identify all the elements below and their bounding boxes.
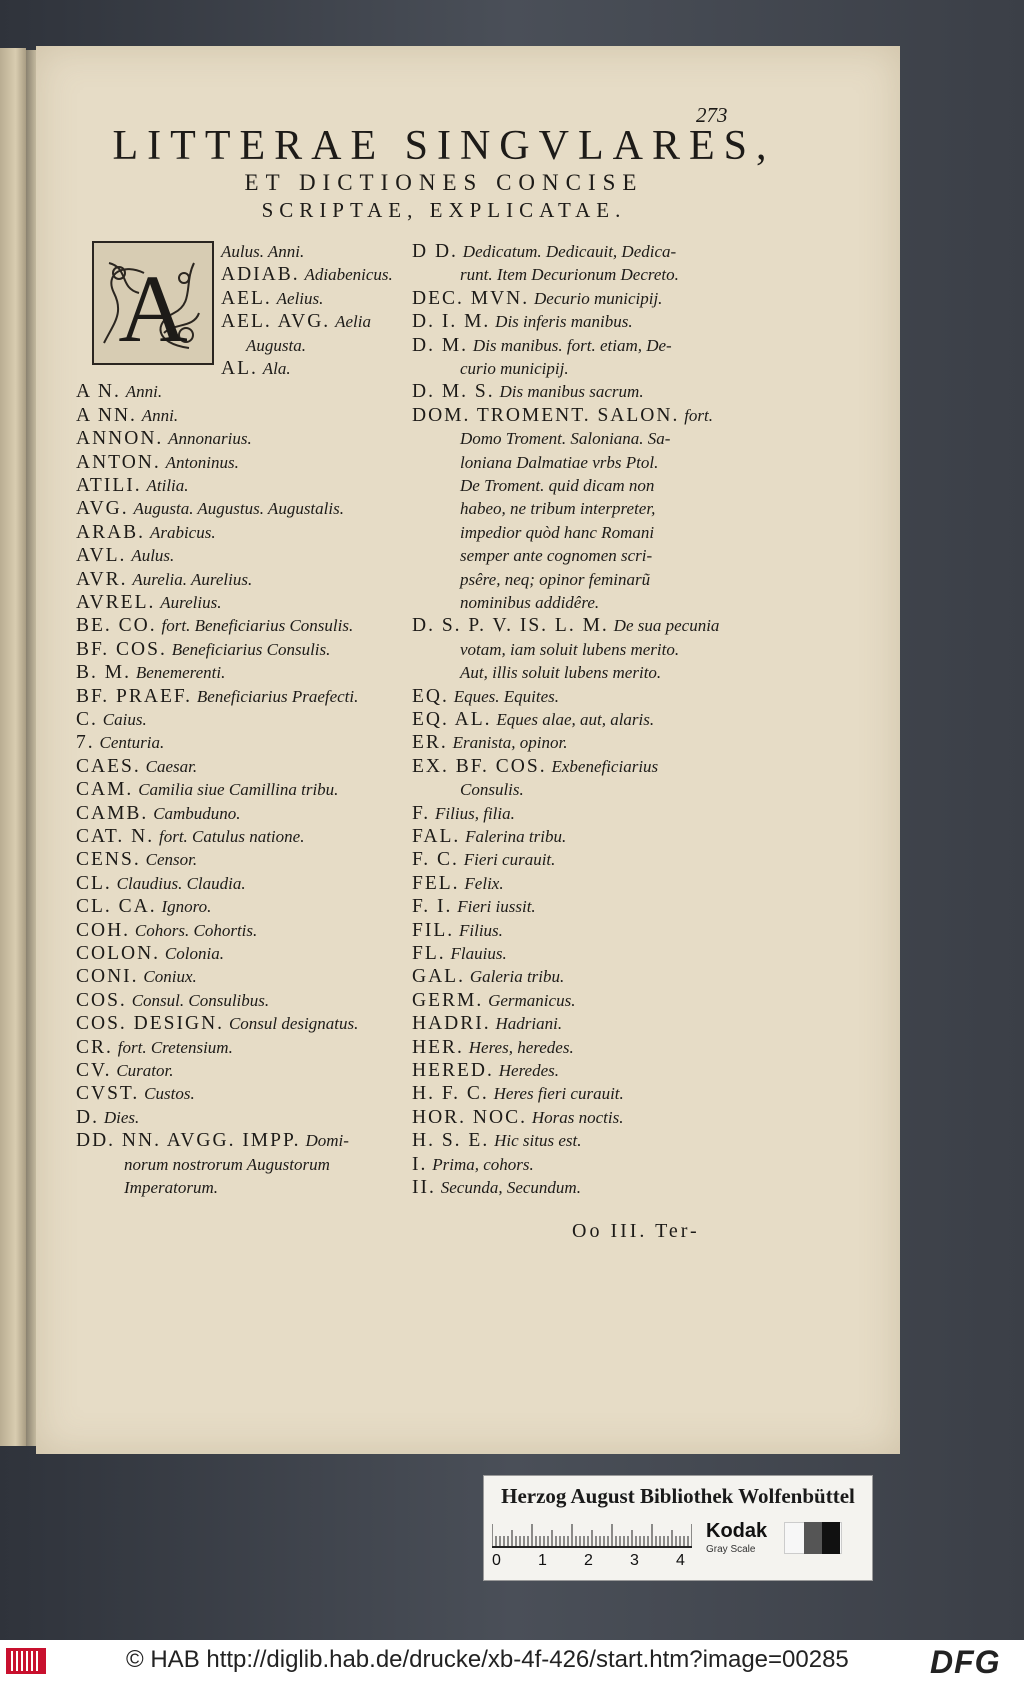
expansion: Filius, filia.: [435, 803, 515, 823]
list-item: [412, 1106, 623, 1129]
list-item: [412, 919, 503, 942]
expansion: Consul designatus.: [228, 1014, 359, 1034]
expansion: Filius.: [459, 920, 503, 940]
abbreviation: ATILI.: [76, 475, 142, 496]
list-item: [412, 1036, 574, 1059]
abbreviation: GERM.: [412, 989, 484, 1011]
list-item: [412, 404, 713, 427]
expansion: Hic situs est.: [494, 1131, 582, 1151]
list-item: [124, 1153, 330, 1176]
abbreviation: I.: [412, 1153, 428, 1175]
abbreviation: CR.: [76, 1036, 113, 1058]
expansion: Anni.: [141, 405, 179, 425]
list-item: [412, 240, 676, 263]
list-item: [460, 568, 650, 591]
list-item: [412, 825, 566, 848]
list-item: [76, 731, 164, 754]
abbreviation: CL. CA.: [76, 896, 157, 918]
list-item: [460, 263, 679, 286]
list-item: [221, 287, 323, 310]
list-item: [412, 1082, 624, 1105]
abbreviation: C.: [76, 709, 98, 730]
list-item: [412, 731, 567, 754]
expansion: Coniux.: [143, 967, 197, 987]
abbreviation: ADIAB.: [221, 264, 300, 286]
expansion: Eques alae, aut, alaris.: [496, 710, 655, 729]
expansion: De sua pecunia: [613, 616, 720, 636]
abbreviation: EQ. AL.: [412, 709, 492, 730]
list-item: [76, 919, 257, 942]
expansion: Domo Troment. Saloniana. Sa-: [460, 429, 671, 449]
gray-swatch-mid: [804, 1522, 822, 1554]
expansion: Imperatorum.: [124, 1178, 218, 1197]
ruler-label: 0: [492, 1552, 501, 1569]
list-item: [76, 404, 178, 427]
abbreviation: BF. PRAEF.: [76, 685, 193, 707]
abbreviation: HERED.: [412, 1060, 494, 1081]
source-url[interactable]: © HAB http://diglib.hab.de/drucke/xb-4f-426/start.htm?image=00285: [126, 1646, 849, 1673]
expansion: Dis inferis manibus.: [495, 312, 633, 332]
abbreviation: EX. BF. COS.: [412, 755, 547, 777]
list-item: [76, 778, 338, 801]
abbreviation: ANNON.: [76, 428, 164, 450]
list-item: [76, 685, 358, 708]
list-item: [221, 240, 304, 263]
expansion: Aelia: [335, 312, 371, 332]
list-item: [412, 802, 515, 825]
list-item: [124, 1176, 218, 1199]
footer-bar: [0, 1640, 1024, 1682]
abbreviation: CAT. N.: [76, 826, 155, 847]
abbreviation: COH.: [76, 919, 131, 941]
abbreviation: D. I. M.: [412, 311, 491, 333]
list-item: [76, 451, 239, 474]
list-item: [460, 661, 661, 684]
ruler-label: 1: [538, 1552, 547, 1569]
svg-text:A: A: [118, 255, 188, 362]
abbreviation: B. M.: [76, 662, 131, 684]
ruler-label: 2: [584, 1552, 593, 1569]
expansion: fort. Cretensium.: [117, 1037, 233, 1057]
list-item: [412, 310, 633, 333]
abbreviation: GAL.: [412, 966, 465, 988]
expansion: Fieri curauit.: [463, 850, 556, 870]
expansion: Prima, cohors.: [432, 1154, 534, 1174]
list-item: [76, 825, 304, 848]
list-item: [76, 708, 147, 731]
abbreviation: II.: [412, 1177, 436, 1198]
list-item: [221, 357, 291, 380]
abbreviation: CAES.: [76, 755, 141, 777]
abbreviation: AEL.: [221, 287, 272, 309]
expansion: Beneficiarius Praefecti.: [196, 686, 359, 706]
list-item: [76, 614, 353, 637]
list-item: [460, 544, 652, 567]
expansion: habeo, ne tribum interpreter,: [460, 499, 656, 519]
expansion: Centuria.: [99, 733, 165, 753]
list-item: [412, 942, 507, 965]
expansion: De Troment. quid dicam non: [460, 476, 655, 495]
abbreviation: 7.: [76, 732, 95, 754]
list-item: [412, 848, 555, 871]
expansion: Caesar.: [145, 756, 198, 776]
expansion: Camilia siue Camillina tribu.: [138, 780, 339, 800]
list-item: [76, 544, 174, 567]
abbreviation: DD. NN. AVGG. IMPP.: [76, 1130, 301, 1152]
expansion: Heres fieri curauit.: [493, 1084, 624, 1104]
list-item: [412, 1059, 559, 1082]
expansion: Cambuduno.: [153, 803, 241, 823]
list-item: [221, 310, 371, 333]
expansion: Dis manibus. fort. etiam, De-: [472, 335, 672, 355]
list-item: [76, 1106, 139, 1129]
list-item: [76, 497, 344, 520]
expansion: Benemerenti.: [135, 663, 226, 683]
expansion: Annonarius.: [168, 429, 252, 449]
abbreviation: FIL.: [412, 919, 455, 941]
expansion: Curator.: [116, 1061, 174, 1080]
list-item: [412, 287, 662, 310]
expansion: Adiabenicus.: [304, 265, 393, 285]
abbreviation: D. S. P. V. IS. L. M.: [412, 615, 609, 637]
abbreviation: CENS.: [76, 849, 141, 871]
decorated-initial: [92, 241, 214, 365]
page-number: 273: [696, 103, 728, 127]
expansion: Aurelius.: [160, 593, 222, 612]
list-item: [221, 263, 393, 286]
abbreviation: AVREL.: [76, 592, 156, 613]
expansion: Secunda, Secundum.: [440, 1178, 581, 1197]
page-subtitle-2: SCRIPTAE, EXPLICATAE.: [261, 198, 627, 222]
expansion: Aelius.: [276, 288, 324, 308]
expansion: Felix.: [464, 873, 504, 893]
expansion: loniana Dalmatiae vrbs Ptol.: [460, 452, 659, 472]
list-item: [460, 591, 599, 614]
abbreviation: H. F. C.: [412, 1083, 489, 1105]
list-item: [412, 1129, 581, 1152]
page-subtitle: ET DICTIONES CONCISE: [244, 170, 644, 195]
abbreviation: ER.: [412, 732, 448, 754]
expansion: psêre, neq; opinor feminarũ: [460, 569, 651, 589]
abbreviation: CAMB.: [76, 802, 149, 824]
list-item: [412, 895, 536, 918]
abbreviation: F. I.: [412, 896, 453, 918]
expansion: Beneficiarius Consulis.: [171, 639, 331, 659]
abbreviation: AVR.: [76, 568, 128, 590]
list-item: [460, 474, 654, 497]
list-item: [76, 380, 162, 403]
expansion: Ignoro.: [161, 897, 212, 917]
list-item: [246, 334, 306, 357]
expansion: Falerina tribu.: [465, 827, 567, 846]
list-item: [76, 848, 197, 871]
list-item: [76, 474, 189, 497]
list-item: [412, 614, 719, 637]
library-name: Herzog August Bibliothek Wolfenbüttel: [501, 1484, 855, 1508]
abbreviation: FAL.: [412, 826, 461, 847]
expansion: Dis manibus sacrum.: [499, 382, 644, 402]
expansion: Eques. Equites.: [453, 686, 560, 706]
abbreviation: FL.: [412, 943, 446, 964]
expansion: Consulis.: [460, 780, 524, 800]
list-item: [460, 451, 658, 474]
abbreviation: COS. DESIGN.: [76, 1013, 225, 1035]
abbreviation: D. M. S.: [412, 381, 495, 403]
kodak-brand: Kodak: [706, 1520, 768, 1542]
expansion: Fieri iussit.: [457, 897, 536, 917]
abbreviation: BE. CO.: [76, 615, 157, 637]
ruler-label: 3: [630, 1552, 639, 1569]
gray-scale-label: Gray Scale: [706, 1544, 756, 1555]
catchword: Oo III. Ter-: [572, 1220, 700, 1242]
list-item: [412, 708, 654, 731]
list-item: [460, 638, 679, 661]
list-item: [412, 755, 658, 778]
list-item: [76, 802, 241, 825]
abbreviation: COLON.: [76, 943, 161, 964]
expansion: Augusta.: [246, 335, 306, 355]
expansion: Aurelia. Aurelius.: [132, 569, 253, 589]
list-item: [412, 1176, 581, 1199]
list-item: [76, 661, 225, 684]
list-item: [76, 1082, 195, 1105]
list-item: [412, 380, 644, 403]
ruler-label: 4: [676, 1552, 685, 1569]
abbreviation: HER.: [412, 1036, 464, 1058]
list-item: [76, 989, 269, 1012]
abbreviation: D. M.: [412, 334, 469, 356]
abbreviation: EQ.: [412, 685, 449, 707]
list-item: [76, 895, 211, 918]
abbreviation: HOR. NOC.: [412, 1106, 527, 1128]
dfg-logo: DFG: [930, 1644, 1001, 1680]
list-item: [412, 334, 672, 357]
abbreviation: BF. COS.: [76, 638, 167, 660]
abbreviation: DEC. MVN.: [412, 287, 530, 309]
abbreviation: ARAB.: [76, 521, 146, 543]
expansion: Consul. Consulibus.: [131, 990, 270, 1010]
expansion: Anni.: [125, 382, 163, 402]
expansion: Colonia.: [164, 944, 224, 963]
list-item: [76, 965, 197, 988]
abbreviation: ANTON.: [76, 451, 161, 473]
list-item: [76, 427, 252, 450]
expansion: fort. Beneficiarius Consulis.: [161, 616, 354, 636]
expansion: Antoninus.: [165, 452, 239, 472]
expansion: norum nostrorum Augustorum: [124, 1154, 330, 1174]
list-item: [460, 521, 654, 544]
list-item: [76, 568, 252, 591]
list-item: [412, 965, 564, 988]
abbreviation: AL.: [221, 358, 258, 379]
gray-swatch-dark: [822, 1522, 840, 1554]
list-item: [76, 942, 224, 965]
abbreviation: D.: [76, 1106, 99, 1128]
expansion: Exbeneficiarius: [551, 756, 659, 776]
expansion: votam, iam soluit lubens merito.: [460, 639, 680, 659]
list-item: [412, 685, 559, 708]
abbreviation: F.: [412, 802, 431, 824]
expansion: Atilia.: [146, 476, 189, 495]
expansion: Domi-: [305, 1131, 349, 1151]
expansion: Heres, heredes.: [468, 1037, 574, 1057]
abbreviation: AEL. AVG.: [221, 311, 331, 333]
list-item: [76, 755, 197, 778]
expansion: Hadriani.: [495, 1014, 563, 1034]
abbreviation: FEL.: [412, 872, 460, 894]
list-item: [460, 778, 524, 801]
list-item: [76, 521, 216, 544]
list-item: [460, 427, 670, 450]
abbreviation: COS.: [76, 989, 127, 1011]
list-item: [76, 872, 246, 895]
list-item: [76, 638, 330, 661]
list-item: [76, 1129, 349, 1152]
expansion: curio municipij.: [460, 359, 569, 378]
list-item: [76, 1012, 358, 1035]
abbreviation: AVG.: [76, 498, 129, 520]
abbreviation: CAM.: [76, 779, 134, 801]
expansion: Custos.: [144, 1084, 195, 1104]
expansion: Claudius. Claudia.: [116, 873, 246, 893]
expansion: Dedicatum. Dedicauit, Dedica-: [462, 242, 677, 261]
expansion: Aulus.: [131, 546, 175, 566]
abbreviation: CONI.: [76, 966, 139, 988]
expansion: Decurio municipij.: [534, 288, 663, 308]
expansion: Heredes.: [498, 1061, 560, 1080]
abbreviation: A N.: [76, 381, 121, 403]
expansion: runt. Item Decurionum Decreto.: [460, 265, 679, 285]
list-item: [412, 1012, 562, 1035]
previous-page-edge: [0, 48, 26, 1446]
expansion: Censor.: [145, 850, 198, 870]
expansion: Horas noctis.: [531, 1107, 624, 1127]
abbreviation: AVL.: [76, 545, 127, 567]
expansion: Caius.: [102, 710, 147, 729]
expansion: Augusta. Augustus. Augustalis.: [133, 499, 344, 519]
abbreviation: CV.: [76, 1060, 112, 1081]
expansion: Cohors. Cohortis.: [134, 920, 258, 940]
expansion: fort. Catulus natione.: [158, 827, 305, 846]
list-item: [76, 1059, 174, 1082]
expansion: fort.: [684, 405, 714, 425]
expansion: Arabicus.: [149, 522, 216, 542]
abbreviation: HADRI.: [412, 1013, 491, 1035]
expansion: Germanicus.: [488, 990, 576, 1010]
abbreviation: D D.: [412, 241, 458, 262]
list-item: [460, 357, 569, 380]
expansion: Eranista, opinor.: [452, 733, 568, 753]
abbreviation: DOM. TROMENT. SALON.: [412, 404, 680, 426]
book-page: [36, 46, 900, 1454]
expansion: Aut, illis soluit lubens merito.: [460, 663, 662, 683]
abbreviation: CVST.: [76, 1083, 140, 1105]
expansion: nominibus addidêre.: [460, 593, 600, 612]
abbreviation: CL.: [76, 872, 112, 894]
list-item: [412, 989, 575, 1012]
list-item: [412, 872, 504, 895]
list-item: [76, 1036, 233, 1059]
page-title: LITTERAE SINGVLARES,: [112, 123, 776, 169]
ruler-labels: [492, 1552, 702, 1572]
list-item: [412, 1153, 534, 1176]
list-item: [460, 497, 655, 520]
expansion: impedior quòd hanc Romani: [460, 522, 655, 542]
expansion: Flauius.: [450, 944, 507, 963]
list-item: [76, 591, 221, 614]
abbreviation: A NN.: [76, 404, 137, 426]
abbreviation: F. C.: [412, 849, 459, 871]
expansion: semper ante cognomen scri-: [460, 546, 653, 566]
expansion: Galeria tribu.: [469, 967, 565, 987]
decorated-initial-a-icon: [94, 243, 212, 363]
library-color-card: [483, 1475, 873, 1581]
abbreviation: H. S. E.: [412, 1130, 490, 1152]
expansion: Dies.: [103, 1107, 140, 1127]
expansion: Ala.: [262, 359, 291, 378]
hab-logo-icon: [6, 1648, 46, 1674]
expansion: Aulus. Anni.: [221, 242, 305, 261]
ruler-icon: [492, 1520, 692, 1548]
